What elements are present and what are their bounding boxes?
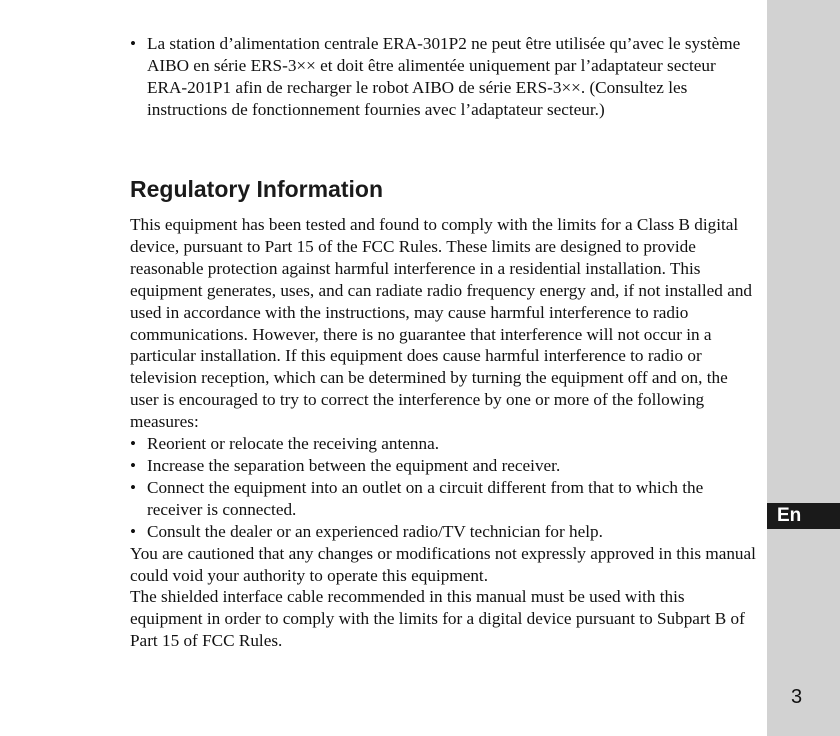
regulatory-body <box>130 214 760 652</box>
measure-text: Consult the dealer or an experienced radio/TV technician for help. <box>147 521 603 541</box>
list-item <box>130 477 760 521</box>
bullet-marker: • <box>130 455 137 475</box>
bullet-marker: • <box>130 521 137 541</box>
measure-text: Connect the equipment into an outlet on a circuit different from that to which the receiver is connected. <box>147 477 704 519</box>
paragraph-shielded-cable: The shielded interface cable recommended in this manual must be used with this equipment in order to comply with the limits for a digital device pursuant to Subpart B of Part 15 of FCC Rules. <box>130 587 745 651</box>
paragraph-fcc-compliance: This equipment has been tested and found to comply with the limits for a Class B digital device, pursuant to Part 15 of the FCC Rules. These limits are designed to provide reasonable protection against harmful interference in a residential installation. This equipment generates, uses, and can radiate radio frequency energy and, if not installed and used in accordance with the instructions, may cause harmful interference to radio communications. However, there is no guarantee that interference will not occur in a particular installation. If this equipment does cause harmful interference to radio or television reception, which can be determined by turning the equipment off and on, the user is encouraged to try to correct the interference by one or more of the following measures: <box>130 215 753 432</box>
list-item <box>130 455 760 477</box>
side-margin-band <box>767 0 840 736</box>
language-tab: En <box>767 503 840 529</box>
list-item <box>130 433 760 455</box>
bullet-marker: • <box>130 434 137 454</box>
measure-text: Increase the separation between the equipment and receiver. <box>147 455 561 475</box>
section-heading: Regulatory Information <box>130 176 384 202</box>
french-note <box>130 33 755 121</box>
bullet-marker: • <box>130 477 137 497</box>
measure-text: Reorient or relocate the receiving antenna. <box>147 434 440 454</box>
bullet-marker: • <box>130 34 137 53</box>
page-number: 3 <box>791 686 803 708</box>
list-item <box>130 33 755 121</box>
list-item <box>130 521 760 543</box>
french-note-text: La station d’alimentation centrale ERA-301P2 ne peut être utilisée qu’avec le système AIBO en série ERS-3×× et doit être alimentée uniquement par l’adaptateur secteur ERA-201P1 afin de recharger le robot AIBO de série ERS-3××. (Consultez les instructions de fonctionnement fournies avec l’adaptateur secteur.) <box>147 34 741 119</box>
paragraph-modifications-warning: You are cautioned that any changes or modifications not expressly approved in this manual could void your authority to operate this equipment. <box>130 543 756 585</box>
